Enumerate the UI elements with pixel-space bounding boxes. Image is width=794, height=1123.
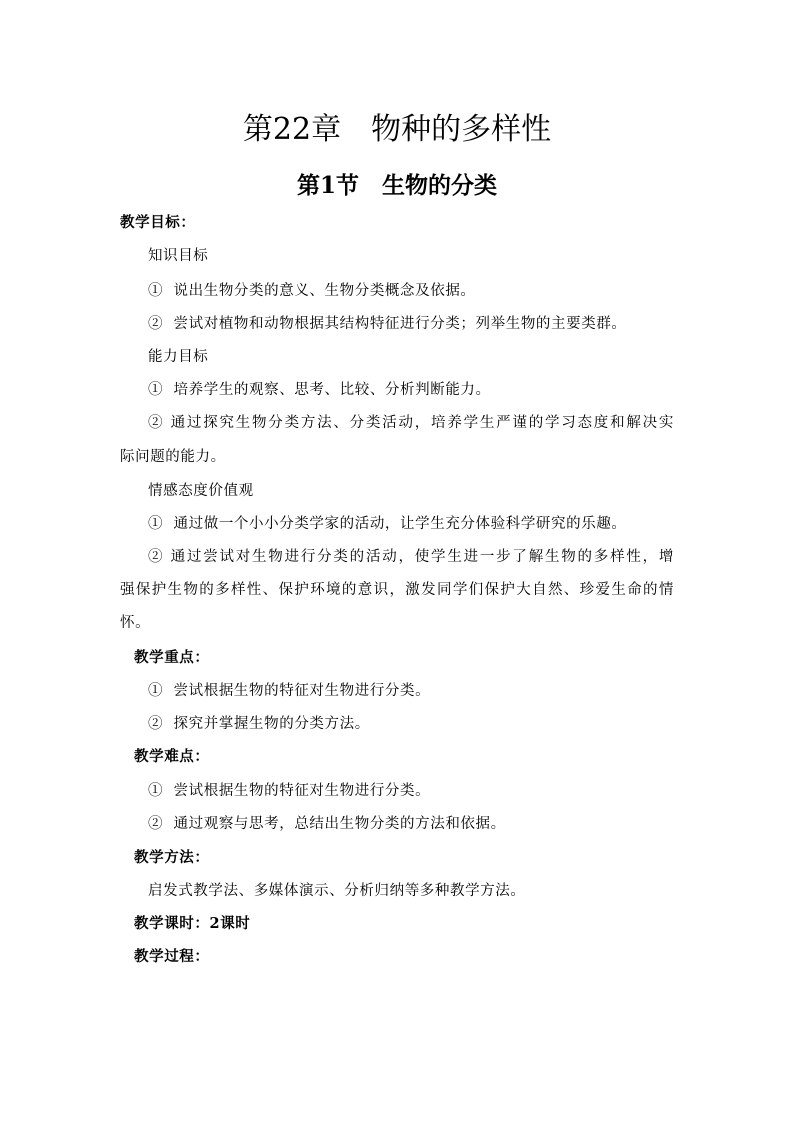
methods-heading: 教学方法： [134,849,210,866]
knowledge-item-2: ② 尝试对植物和动物根据其结构特征进行分类；列举生物的主要类群。 [148,316,627,332]
key-points-heading: 教学重点： [134,649,210,666]
section-title: 第1节 生物的分类 [296,172,497,199]
ability-item-2-cont: 际问题的能力。 [120,449,226,465]
knowledge-label: 知识目标 [148,248,209,264]
ability-item-2: ② 通过探究生物分类方法、分类活动，培养学生严谨的学习态度和解决实 [148,415,674,431]
key-point-item-2: ② 探究并掌握生物的分类方法。 [148,716,370,732]
difficulty-item-2: ② 通过观察与思考，总结出生物分类的方法和依据。 [148,816,506,832]
ability-item-1: ① 培养学生的观察、思考、比较、分析判断能力。 [148,382,491,398]
methods-text: 启发式教学法、多媒体演示、分析归纳等多种教学方法。 [148,883,526,899]
emotion-label: 情感态度价值观 [148,483,254,499]
difficulty-item-1: ① 尝试根据生物的特征对生物进行分类。 [148,783,431,799]
process-heading: 教学过程： [134,948,210,965]
key-point-item-1: ① 尝试根据生物的特征对生物进行分类。 [148,683,431,699]
emotion-item-2-end: 怀。 [120,615,151,631]
emotion-item-2-cont: 强保护生物的多样性、保护环境的意识，激发同学们保护大自然、珍爱生命的情 [120,582,674,598]
chapter-title: 第22章 物种的多样性 [242,112,552,147]
objectives-heading: 教学目标： [120,214,196,231]
emotion-item-1: ① 通过做一个小小分类学家的活动，让学生充分体验科学研究的乐趣。 [148,516,627,532]
ability-label: 能力目标 [148,349,209,365]
knowledge-item-1: ① 说出生物分类的意义、生物分类概念及依据。 [148,283,476,299]
emotion-item-2: ② 通过尝试对生物进行分类的活动，使学生进一步了解生物的多样性，增 [148,549,674,565]
difficulties-heading: 教学难点： [134,748,210,765]
hours-line: 教学课时：2课时 [134,915,251,932]
